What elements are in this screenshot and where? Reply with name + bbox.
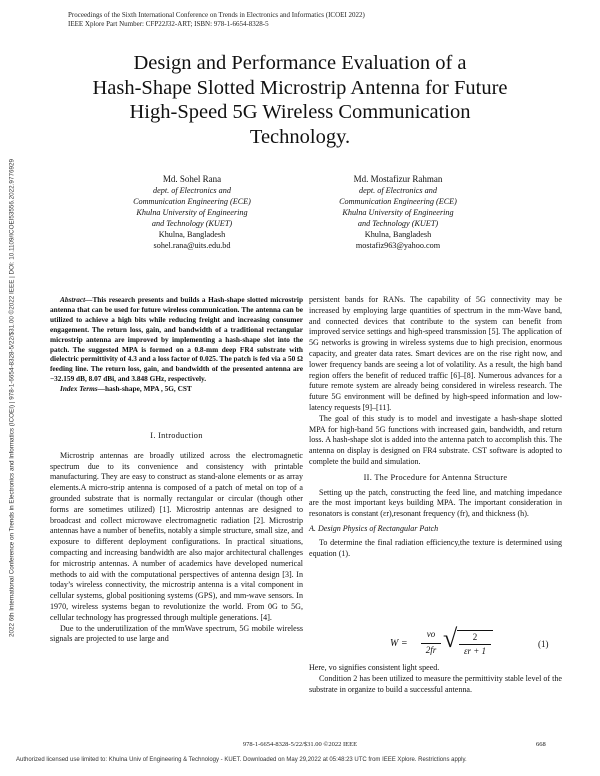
proceedings-header	[68, 11, 365, 29]
copyright-footer: 978-1-6654-8328-5/22/$31.00 ©2022 IEEE	[242, 741, 358, 748]
paragraph: Setting up the patch, constructing the feed line, and matching impedance are the most important keys building MPA. The important consideration in resonators is constant (εr),resonant frequency (fr), and thickness (h).	[309, 487, 562, 519]
section-heading: II. The Procedure for Antenna Structure	[363, 472, 508, 482]
author-university: Khulna University of Engineering	[136, 208, 248, 217]
equation-denominator: 2fr	[425, 645, 437, 655]
author-name: Md. Mostafizur Rahman	[353, 174, 443, 184]
paragraph: To determine the final radiation efficiency,the texture is determined using equation (1).	[309, 537, 562, 558]
right-column	[309, 295, 562, 559]
paragraph: Condition 2 has been utilized to measure the permittivity stable level of the substrate in organize to build a successful antenna.	[309, 673, 562, 694]
index-terms-label: Index Terms—	[60, 384, 105, 394]
sqrt-bar	[457, 630, 493, 631]
index-terms-text: hash-shape, MPA , 5G, CST	[104, 384, 192, 394]
abstract-text: This research presents and builds a Hash-shape slotted microstrip antenna that can be used for future wireless communication. The antenna can be utilized to achieve a high bits while reducing freight and increasing consumer engagement. The return loss, gain, and bandwidth of a traditional rectangular microstrip antenna are improved by implementing a hash-shape slot into the patch. The suggested MPA is formed on a 0.8-mm deep FR4 substrate with dielectric permittivity of 4.3 and a loss factor of 0.025. The patch is fed via a 50 Ω feeding line. The return loss, gain, and bandwidth of the presented antenna are −32.159 dB, 8.07 dBi, and 3.848 GHz, respectively.	[50, 295, 303, 384]
doi-sidebar	[6, 60, 18, 735]
author-email: sohel.rana@uits.edu.bd	[153, 241, 231, 250]
paragraph: persistent bands for RANs. The capability of 5G connectivity may be increased by employing large quantities of spectrum in the mm-Wave band, and connected devices that contribute to the system can benefit from improved service settings and high-speed transmission [5]. The application of 5G networks is growing in wireless systems due to high precision, enormous capacity, and greater data rates. Smart devices are on the rise right now, and lower frequency bands are seeing a lot of volatility. As a result, the high band region offers the benefit of reduced traffic [6]–[8]. Numerous advances for a future remote system are already being considered in wireless research. The future 5G environment will be defined by high-speed information and low-latency requests [9]–[11].	[309, 295, 562, 412]
abstract-label: Abstract—	[60, 295, 93, 304]
author-block-2	[298, 174, 498, 251]
author-city: Khulna, Bangladesh	[364, 230, 432, 239]
author-university: and Technology (KUET)	[151, 219, 233, 228]
author-dept: Communication Engineering (ECE)	[133, 197, 251, 206]
proceedings-line-1: Proceedings of the Sixth International Conference on Trends in Electronics and Informatics (ICOEI 2022)	[68, 11, 365, 19]
proceedings-line-2: IEEE Xplore Part Number: CFP22J32-ART; ISBN: 978-1-6654-8328-5	[68, 20, 269, 28]
equation-1	[310, 624, 562, 662]
author-city: Khulna, Bangladesh	[158, 230, 226, 239]
paper-title	[40, 51, 560, 149]
equation-number: (1)	[538, 639, 549, 649]
author-dept: dept. of Electronics and	[359, 186, 437, 195]
author-email: mostafiz963@yahoo.com	[355, 241, 441, 250]
author-university: and Technology (KUET)	[357, 219, 439, 228]
title-line: High-Speed 5G Wireless Communication	[129, 101, 471, 123]
paragraph: The goal of this study is to model and investigate a hash-shape slotted MPA for high-band 5G functions with increased gain, bandwidth, and return loss. A hash-shape slot is added into the antenna patch to accomplish this. The antenna on display is designed on FR4 substrate. CST software is adopted to complete the build and simulation.	[309, 413, 562, 466]
title-line: Design and Performance Evaluation of a	[133, 52, 467, 74]
authorized-use-notice: Authorized licensed use limited to: Khulna Univ of Engineering & Technology - KUET. Downloaded on May 29,2022 at 05:48:23 UTC from IEEE Xplore. Restrictions apply.	[16, 757, 467, 763]
right-column-continued	[309, 663, 562, 695]
equation-lhs: W =	[390, 638, 408, 649]
author-name: Md. Sohel Rana	[162, 174, 222, 184]
sqrt-fraction-bar	[459, 644, 491, 645]
equation-numerator: vo	[426, 629, 436, 639]
paragraph: Due to the underutilization of the mmWave spectrum, 5G mobile wireless signals are projected to use large and	[50, 623, 303, 644]
abstract	[50, 295, 303, 394]
title-line: Hash-Shape Slotted Microstrip Antenna for Future	[92, 76, 508, 99]
page-number: 668	[536, 741, 546, 748]
author-dept: dept. of Electronics and	[153, 186, 231, 195]
subsection-heading: A. Design Physics of Rectangular Patch	[309, 523, 439, 533]
author-block-1	[92, 174, 292, 251]
author-dept: Communication Engineering (ECE)	[339, 197, 457, 206]
paragraph: Microstrip antennas are broadly utilized across the electromagnetic spectrum due to its convenience and consistency with printable manufacturing. They are easy to construct as stand-alone elements or as array elements.A micro-strip antenna is composed of a patch of metal on top of a grounded substrate that is normally rectangular or circular (though other forms are sometimes utilized) [1]. Microstrip antennas are designed to broadcast and collect microwave electromagnetic radiation [2]. Microstrip antennas have a number of benefits, notably a simple structure, small size, and exposure to different deployment configurations. In practical situations, compacting and increasing bandwidth are also major architectural challenges for microstrip antennas. A number of academics have developed numerical methods to aid with the computational perspectives of antenna design [3]. In today’s wireless connectivity, the microstrip antenna is a vital component in cellular systems, global positioning systems (GPS), and mm-wave sensors. In 1970, wireless systems began to revolutionize the world. From 0G to 5G, cellular technology has progressed through multiple generations. [4].	[50, 450, 303, 622]
author-university: Khulna University of Engineering	[342, 208, 454, 217]
sqrt-symbol: √	[443, 624, 458, 653]
title-line: Technology.	[249, 125, 351, 148]
doi-sidebar-text: 2022 6th International Conference on Trends in Electronics and Informatics (ICOEI) | 978-1-6654-8328-5/22/$31.00 ©2022 IEEE | DOI: 10.1109/ICOEI53556.2022.9776929	[8, 158, 16, 637]
sqrt-numerator: 2	[472, 632, 478, 642]
section-heading: I. Introduction	[150, 431, 203, 440]
left-column	[50, 431, 303, 645]
paragraph: Here, vo signifies consistent light speed.	[309, 663, 440, 672]
fraction-bar	[421, 643, 441, 644]
sqrt-denominator: εr + 1	[463, 646, 487, 656]
